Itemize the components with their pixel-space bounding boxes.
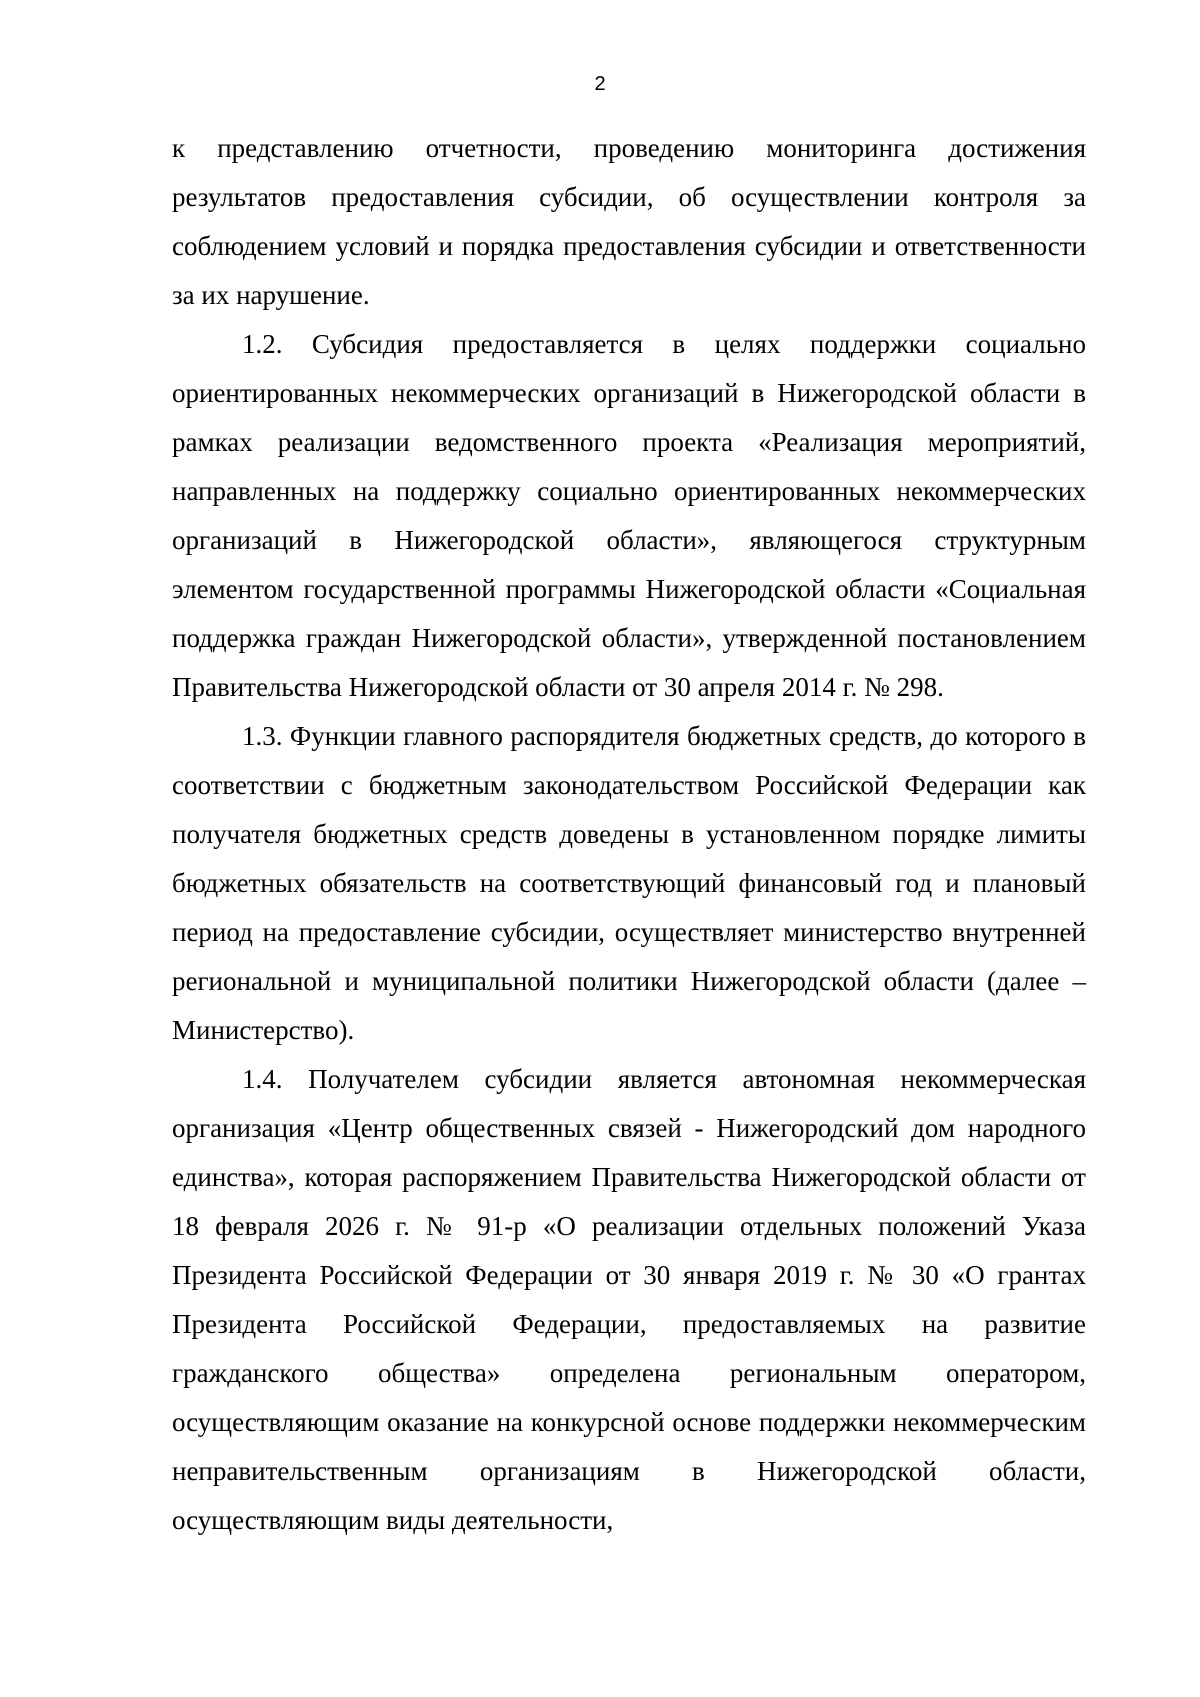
paragraph-clause-1-2: 1.2. Субсидия предоставляется в целях поддержки социально ориентированных некоммерческих организаций в Нижегородской области в рамках реализации ведомственного проекта «Реализация мероприятий, направленных на поддержку социально ориентированных некоммерческих организаций в Нижегородской области», являющегося структурным элементом государственной программы Нижегородской области «Социальная поддержка граждан Нижегородской области», утвержденной постановлением Правительства Нижегородской области от 30 апреля 2014 г. № 298. bbox=[172, 329, 1086, 702]
document-body bbox=[172, 124, 1086, 1545]
paragraph-continuation: к представлению отчетности, проведению мониторинга достижения результатов предоставления субсидии, об осуществлении контроля за соблюдением условий и порядка предоставления субсидии и ответственности за их нарушение. bbox=[172, 133, 1086, 310]
paragraph-clause-1-4: 1.4. Получателем субсидии является автономная некоммерческая организация «Центр общественных связей - Нижегородский дом народного единства», которая распоряжением Правительства Нижегородской области от 18 февраля 2026 г. № 91-р «О реализации отдельных положений Указа Президента Российской Федерации от 30 января 2019 г. № 30 «О грантах Президента Российской Федерации, предоставляемых на развитие гражданского общества» определена региональным оператором, осуществляющим оказание на конкурсной основе поддержки некоммерческим неправительственным организациям в Нижегородской области, осуществляющим виды деятельности, bbox=[172, 1064, 1086, 1535]
page-number: 2 bbox=[594, 73, 606, 95]
paragraph-clause-1-3: 1.3. Функции главного распорядителя бюджетных средств, до которого в соответствии с бюджетным законодательством Российской Федерации как получателя бюджетных средств доведены в установленном порядке лимиты бюджетных обязательств на соответствующий финансовый год и плановый период на предоставление субсидии, осуществляет министерство внутренней региональной и муниципальной политики Нижегородской области (далее – Министерство). bbox=[172, 721, 1086, 1045]
